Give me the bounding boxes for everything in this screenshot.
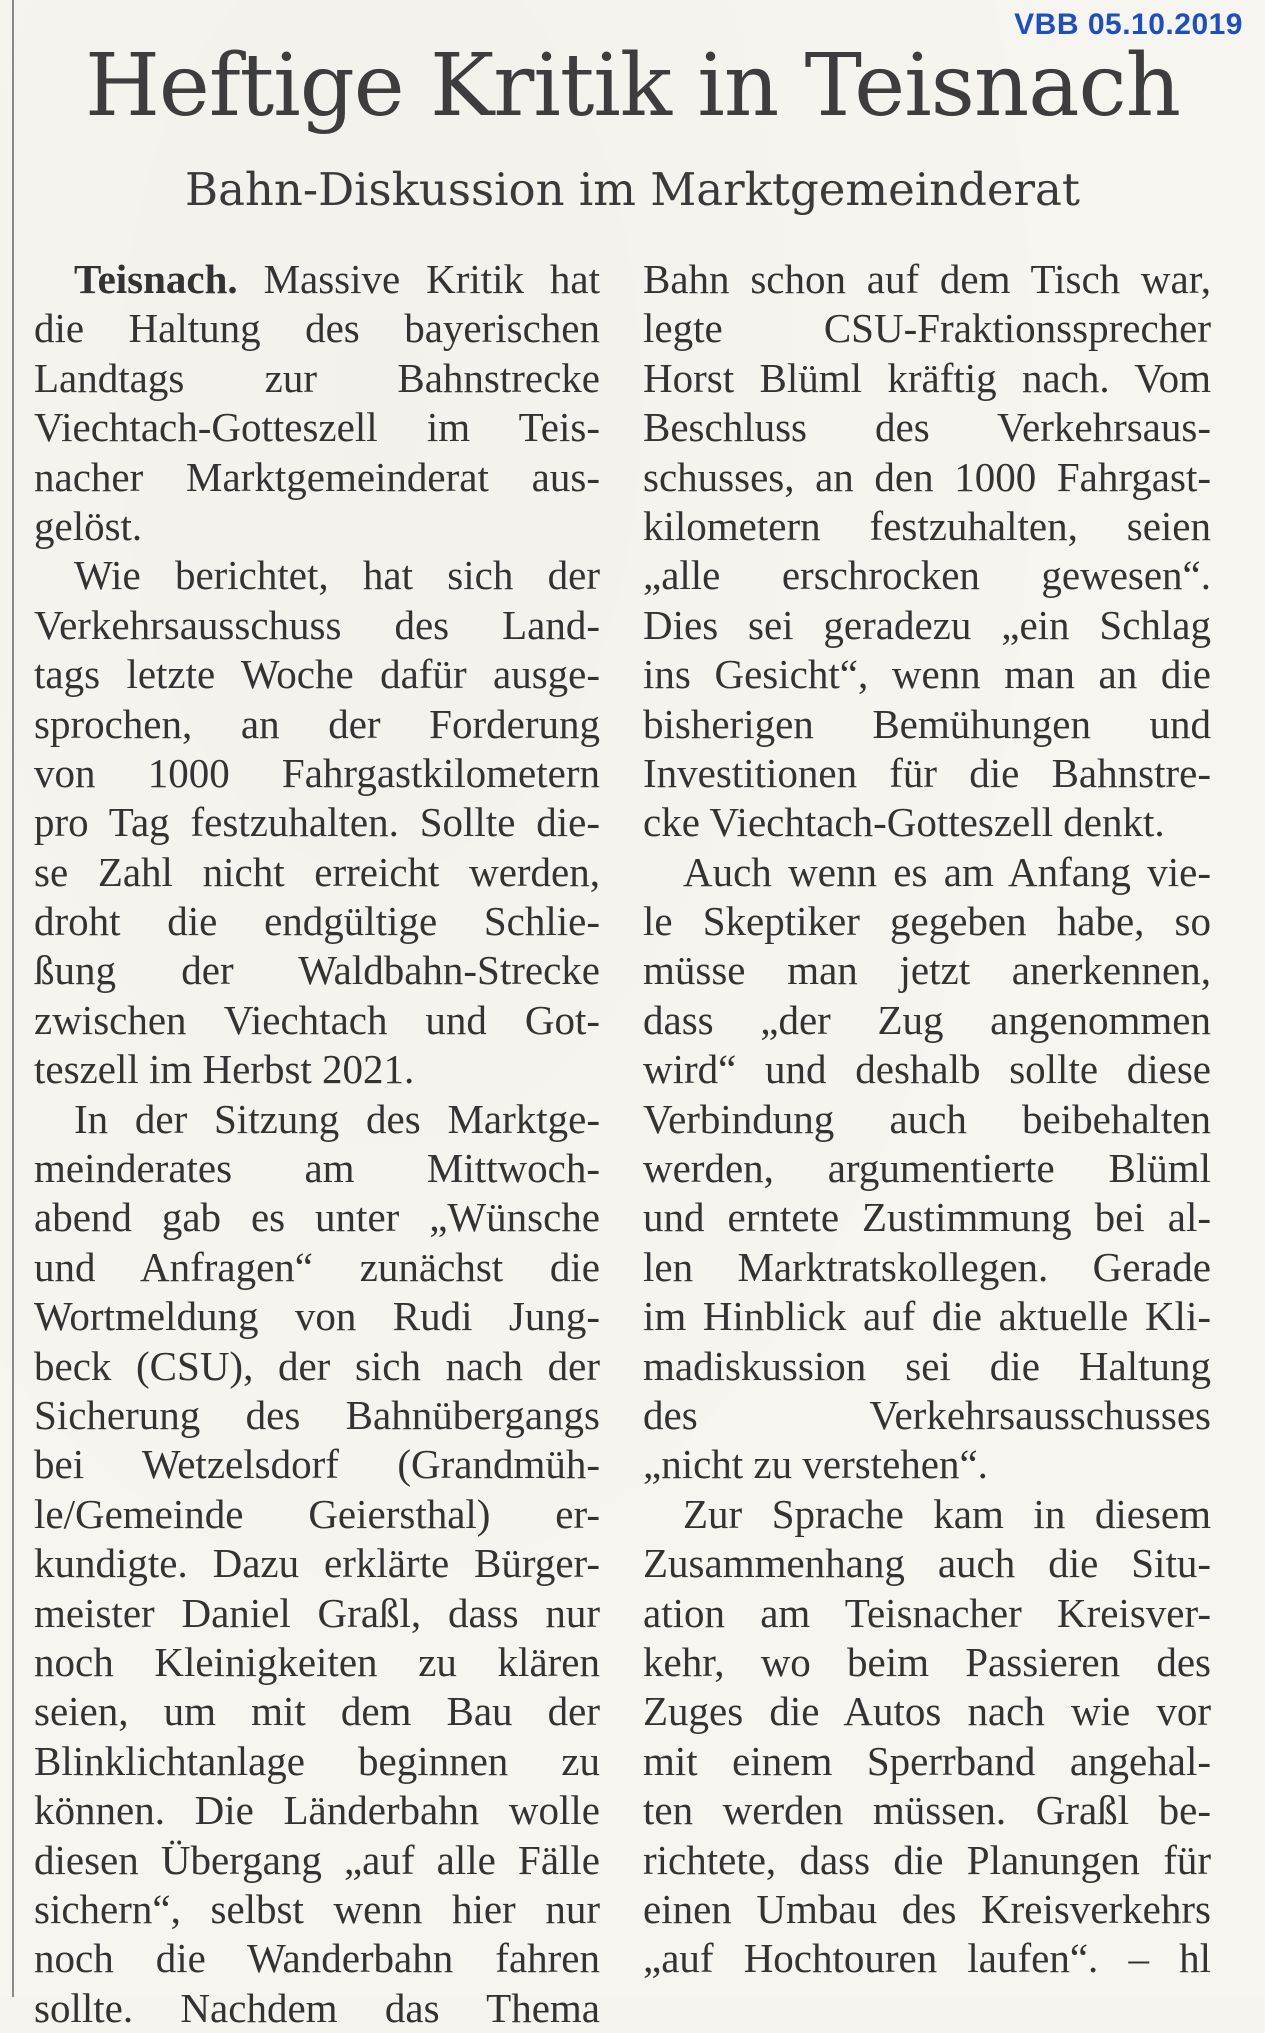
text-line: richtete, dass die Planungen für bbox=[643, 1836, 1211, 1883]
text-line: sprochen, an der Forderung bbox=[34, 700, 600, 747]
text-line: tags letzte Woche dafür ausge- bbox=[34, 651, 600, 698]
text-line: werden, argumentierte Blüml bbox=[643, 1145, 1211, 1192]
article-column-left bbox=[34, 255, 600, 2033]
source-date-stamp: VBB 05.10.2019 bbox=[1014, 8, 1243, 41]
text-line: Investitionen für die Bahnstre- bbox=[643, 749, 1211, 796]
text-line: abend gab es unter „Wünsche bbox=[34, 1194, 600, 1241]
text-line: nacher Marktgemeinderat aus- bbox=[34, 453, 600, 500]
text-line: le/Gemeinde Geiersthal) er- bbox=[34, 1490, 600, 1537]
text-line: sichern“, selbst wenn hier nur bbox=[34, 1885, 600, 1932]
text-line: noch die Wanderbahn fahren bbox=[34, 1935, 600, 1982]
text-line: noch Kleinigkeiten zu klären bbox=[34, 1638, 600, 1685]
text-line: die Haltung des bayerischen bbox=[34, 305, 600, 352]
text-line: und erntete Zustimmung bei al- bbox=[643, 1194, 1211, 1241]
text-line-content: Massive Kritik hat bbox=[237, 256, 600, 302]
text-line: schusses, an den 1000 Fahrgast- bbox=[643, 453, 1211, 500]
text-line: Verbindung auch beibehalten bbox=[643, 1095, 1211, 1142]
text-line bbox=[34, 255, 600, 304]
text-line: „alle erschrocken gewesen“. bbox=[643, 552, 1211, 599]
text-line: Landtags zur Bahnstrecke bbox=[34, 354, 600, 401]
text-line: bei Wetzelsdorf (Grandmüh- bbox=[34, 1441, 600, 1488]
text-line: le Skeptiker gegeben habe, so bbox=[643, 898, 1211, 945]
text-line: droht die endgültige Schlie- bbox=[34, 898, 600, 945]
text-line: Bahn schon auf dem Tisch war, bbox=[643, 256, 1211, 302]
text-line: seien, um mit dem Bau der bbox=[34, 1688, 600, 1735]
text-line: Dies sei geradezu „ein Schlag bbox=[643, 601, 1211, 648]
text-line: dass „der Zug angenommen bbox=[643, 996, 1211, 1043]
text-line: len Marktratskollegen. Gerade bbox=[643, 1243, 1211, 1290]
text-line: kilometern festzuhalten, seien bbox=[643, 502, 1211, 549]
text-line: In der Sitzung des Marktge- bbox=[74, 1095, 600, 1142]
text-line: madiskussion sei die Haltung bbox=[643, 1342, 1211, 1389]
article-column-right bbox=[643, 255, 1211, 1984]
text-line: legte CSU-Fraktionssprecher bbox=[643, 305, 1211, 352]
column-rule bbox=[12, 0, 14, 1997]
text-line: beck (CSU), der sich nach der bbox=[34, 1342, 600, 1389]
text-line: einen Umbau des Kreisverkehrs bbox=[643, 1885, 1211, 1932]
text-line: ßung der Waldbahn-Strecke bbox=[34, 947, 600, 994]
text-line: müsse man jetzt anerkennen, bbox=[643, 947, 1211, 994]
text-line: gelöst. bbox=[34, 502, 143, 549]
text-line: bisherigen Bemühungen und bbox=[643, 700, 1211, 747]
text-line: ten werden müssen. Graßl be- bbox=[643, 1787, 1211, 1834]
text-line: meister Daniel Graßl, dass nur bbox=[34, 1589, 600, 1636]
text-line: kundigte. Dazu erklärte Bürger- bbox=[34, 1540, 600, 1587]
text-line: Auch wenn es am Anfang vie- bbox=[683, 848, 1211, 895]
text-line: Zuges die Autos nach wie vor bbox=[643, 1688, 1211, 1735]
text-line: „nicht zu verstehen“. bbox=[643, 1441, 988, 1488]
text-line: Verkehrsausschuss des Land- bbox=[34, 601, 600, 648]
text-line: des Verkehrsausschusses bbox=[643, 1391, 1211, 1438]
text-line: cke Viechtach-Gotteszell denkt. bbox=[643, 799, 1165, 846]
text-line: wird“ und deshalb sollte diese bbox=[643, 1046, 1211, 1093]
text-line: Horst Blüml kräftig nach. Vom bbox=[643, 354, 1211, 401]
text-line: Zusammenhang auch die Situ- bbox=[643, 1540, 1211, 1587]
text-line: sollte. Nachdem das Thema bbox=[34, 1984, 600, 2031]
text-line: Sicherung des Bahnübergangs bbox=[34, 1391, 600, 1438]
headline: Heftige Kritik in Teisnach bbox=[84, 36, 1181, 136]
text-line: diesen Übergang „auf alle Fälle bbox=[34, 1836, 600, 1883]
text-line: im Hinblick auf die aktuelle Kli- bbox=[643, 1293, 1211, 1340]
text-line: und Anfragen“ zunächst die bbox=[34, 1243, 600, 1290]
text-line: „auf Hochtouren laufen“. – hl bbox=[643, 1935, 1211, 1982]
text-line: mit einem Sperrband angehal- bbox=[643, 1737, 1211, 1784]
text-line: Zur Sprache kam in diesem bbox=[683, 1490, 1211, 1537]
text-line: Wie berichtet, hat sich der bbox=[74, 552, 600, 599]
text-line: ation am Teisnacher Kreisver- bbox=[643, 1589, 1211, 1636]
text-line: pro Tag festzuhalten. Sollte die- bbox=[34, 799, 600, 846]
dateline: Teisnach. bbox=[74, 256, 238, 302]
text-line: Wortmeldung von Rudi Jung- bbox=[34, 1293, 600, 1340]
text-line: können. Die Länderbahn wolle bbox=[34, 1787, 600, 1834]
text-line: Beschluss des Verkehrsaus- bbox=[643, 404, 1211, 451]
text-line: zwischen Viechtach und Got- bbox=[34, 996, 600, 1043]
text-line: Blinklichtanlage beginnen zu bbox=[34, 1737, 600, 1784]
text-line: ins Gesicht“, wenn man an die bbox=[643, 651, 1211, 698]
text-line: kehr, wo beim Passieren des bbox=[643, 1638, 1211, 1685]
subheadline: Bahn-Diskussion im Marktgemeinderat bbox=[185, 163, 1080, 216]
text-line: von 1000 Fahrgastkilometern bbox=[34, 749, 600, 796]
text-line: se Zahl nicht erreicht werden, bbox=[34, 848, 600, 895]
text-line: Viechtach-Gotteszell im Teis- bbox=[34, 404, 600, 451]
text-line: meinderates am Mittwoch- bbox=[34, 1145, 600, 1192]
text-line: teszell im Herbst 2021. bbox=[34, 1046, 415, 1093]
